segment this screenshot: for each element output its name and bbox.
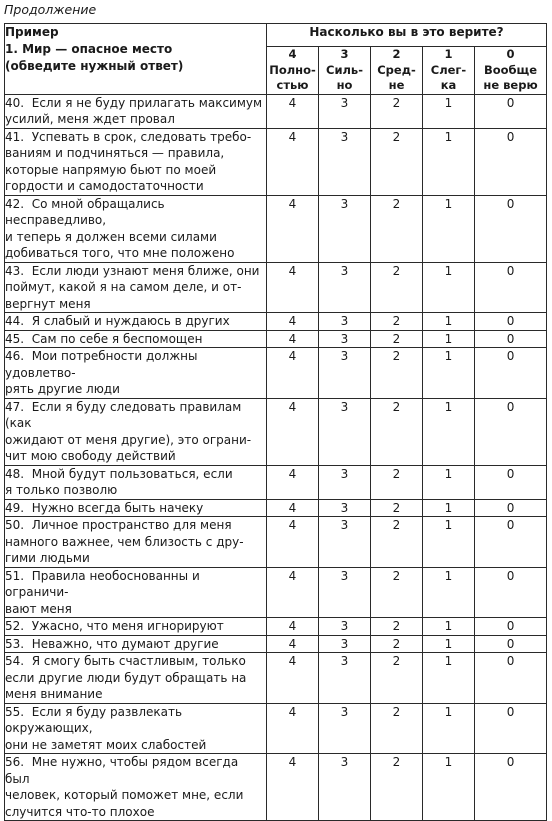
score-option-2[interactable]: 2 [371, 703, 423, 754]
score-option-3[interactable]: 3 [319, 330, 371, 348]
score-option-2[interactable]: 2 [371, 195, 423, 262]
scale-label-line: не верю [483, 78, 538, 92]
score-option-0[interactable]: 0 [475, 465, 547, 499]
score-option-4[interactable]: 4 [267, 398, 319, 465]
statement-cell [5, 499, 267, 517]
statement-number: 41. [5, 129, 25, 144]
score-option-0[interactable]: 0 [475, 499, 547, 517]
table-row [5, 567, 547, 618]
score-option-0[interactable]: 0 [475, 618, 547, 636]
table-row [5, 618, 547, 636]
score-option-3[interactable]: 3 [319, 94, 371, 128]
statement-number: 46. [5, 349, 25, 363]
score-option-4[interactable]: 4 [267, 567, 319, 618]
statement-number: 56. [5, 755, 25, 769]
scale-label-line: не [388, 78, 405, 92]
score-option-3[interactable]: 3 [319, 517, 371, 568]
statement-cell [5, 703, 267, 754]
statement-cell [5, 195, 267, 262]
statement-text-line: меня внимание [5, 687, 103, 701]
statement-number: 54. [5, 654, 25, 668]
score-option-2[interactable]: 2 [371, 262, 423, 313]
statement-text-line: вергнут меня [5, 296, 91, 311]
score-option-4[interactable]: 4 [267, 195, 319, 262]
statement-text-line: которые напрямую бьют по моей [5, 162, 217, 177]
table-row [5, 128, 547, 195]
statement-text-line: Ужасно, что меня игнорируют [31, 619, 224, 633]
score-option-3[interactable]: 3 [319, 465, 371, 499]
statement-cell [5, 517, 267, 568]
statement-text-line: я только позволю [5, 483, 118, 497]
statement-number: 40. [5, 95, 25, 110]
score-option-0[interactable]: 0 [475, 653, 547, 704]
score-option-4[interactable]: 4 [267, 313, 319, 331]
statement-cell [5, 465, 267, 499]
statement-cell [5, 635, 267, 653]
scale-label-line: Слег- [430, 62, 467, 77]
score-option-4[interactable]: 4 [267, 499, 319, 517]
score-option-2[interactable]: 2 [371, 128, 423, 195]
statement-text-line: ваниям и подчиняться — правила, [5, 146, 225, 160]
statement-text-line: Мои потребности должны удовлетво- [5, 349, 198, 380]
score-option-1[interactable]: 1 [423, 262, 475, 313]
score-option-0[interactable]: 0 [475, 262, 547, 313]
scale-label-line: стью [276, 78, 309, 92]
statement-number: 48. [5, 466, 25, 481]
score-option-1[interactable]: 1 [423, 330, 475, 348]
statement-text-line: если другие люди будут обращать на [5, 670, 247, 685]
statement-text-line: поймут, какой я на самом деле, и от- [5, 280, 242, 294]
score-option-3[interactable]: 3 [319, 499, 371, 517]
score-option-4[interactable]: 4 [267, 618, 319, 636]
table-row [5, 754, 547, 821]
statement-cell [5, 754, 267, 821]
example-instruction: (обведите нужный ответ) [5, 59, 184, 73]
statement-number: 50. [5, 518, 25, 532]
score-option-1[interactable]: 1 [423, 703, 475, 754]
table-row [5, 262, 547, 313]
statement-text-line: ожидают от меня другие), это ограни- [5, 432, 252, 447]
statement-text-line: Если я буду развлекать окружающих, [5, 704, 183, 735]
scale-header-4 [267, 47, 319, 95]
score-option-1[interactable]: 1 [423, 618, 475, 636]
statement-cell [5, 330, 267, 348]
statement-number: 43. [5, 263, 25, 278]
score-option-2[interactable]: 2 [371, 313, 423, 331]
table-row [5, 330, 547, 348]
table-row [5, 313, 547, 331]
scale-value: 1 [444, 47, 453, 61]
statement-number: 45. [5, 331, 25, 346]
scale-header-2 [371, 47, 423, 95]
scale-label-line: Полно- [269, 62, 316, 77]
example-header [5, 24, 267, 95]
score-option-0[interactable]: 0 [475, 567, 547, 618]
statement-text-line: Я смогу быть счастливым, только [31, 654, 246, 668]
score-option-0[interactable]: 0 [475, 128, 547, 195]
score-option-2[interactable]: 2 [371, 635, 423, 653]
score-option-2[interactable]: 2 [371, 499, 423, 517]
score-option-1[interactable]: 1 [423, 517, 475, 568]
statement-text-line: Неважно, что думают другие [31, 636, 219, 651]
score-option-2[interactable]: 2 [371, 348, 423, 399]
continuation-label: Продолжение [4, 2, 97, 17]
statement-number: 42. [5, 196, 25, 211]
statement-text-line: Мной будут пользоваться, если [31, 466, 233, 481]
table-row [5, 653, 547, 704]
statement-text-line: Я слабый и нуждаюсь в других [31, 314, 230, 328]
score-option-3[interactable]: 3 [319, 262, 371, 313]
score-option-3[interactable]: 3 [319, 195, 371, 262]
score-option-4[interactable]: 4 [267, 330, 319, 348]
score-option-0[interactable]: 0 [475, 330, 547, 348]
statement-cell [5, 398, 267, 465]
statement-number: 53. [5, 636, 25, 651]
score-option-1[interactable]: 1 [423, 398, 475, 465]
table-row [5, 465, 547, 499]
scale-header-1 [423, 47, 475, 95]
score-option-0[interactable]: 0 [475, 348, 547, 399]
statement-text-line: случится что-то плохое [5, 804, 155, 819]
score-option-3[interactable]: 3 [319, 703, 371, 754]
statement-cell [5, 567, 267, 618]
score-option-0[interactable]: 0 [475, 754, 547, 821]
table-row [5, 517, 547, 568]
score-option-4[interactable]: 4 [267, 262, 319, 313]
scale-value: 0 [506, 47, 515, 61]
statement-cell [5, 128, 267, 195]
belief-rating-table [4, 23, 547, 821]
score-option-2[interactable]: 2 [371, 618, 423, 636]
score-option-3[interactable]: 3 [319, 398, 371, 465]
statement-text-line: они не заметят моих слабостей [5, 737, 207, 752]
score-option-0[interactable]: 0 [475, 703, 547, 754]
score-option-1[interactable]: 1 [423, 465, 475, 499]
statement-text-line: Правила необоснованны и ограничи- [5, 568, 200, 599]
score-option-3[interactable]: 3 [319, 618, 371, 636]
score-option-2[interactable]: 2 [371, 653, 423, 704]
scale-label-line: но [336, 78, 353, 92]
statement-cell [5, 313, 267, 331]
score-option-4[interactable]: 4 [267, 94, 319, 128]
score-option-4[interactable]: 4 [267, 754, 319, 821]
statement-number: 49. [5, 500, 25, 515]
statement-text-line: Мне нужно, чтобы рядом всегда был [5, 755, 239, 786]
score-option-2[interactable]: 2 [371, 517, 423, 568]
score-option-4[interactable]: 4 [267, 348, 319, 399]
statement-cell [5, 94, 267, 128]
example-statement: 1. Мир — опасное место [5, 42, 173, 56]
scale-value: 3 [340, 47, 349, 61]
score-option-1[interactable]: 1 [423, 567, 475, 618]
statement-cell [5, 262, 267, 313]
table-row [5, 703, 547, 754]
score-option-1[interactable]: 1 [423, 635, 475, 653]
score-option-3[interactable]: 3 [319, 313, 371, 331]
statement-text-line: и теперь я должен всеми силами [5, 229, 217, 244]
score-option-0[interactable]: 0 [475, 195, 547, 262]
score-option-4[interactable]: 4 [267, 703, 319, 754]
score-option-4[interactable]: 4 [267, 653, 319, 704]
scale-value: 2 [392, 47, 401, 61]
statement-cell [5, 348, 267, 399]
statement-text-line: Личное пространство для меня [31, 518, 232, 532]
score-option-2[interactable]: 2 [371, 398, 423, 465]
score-option-1[interactable]: 1 [423, 499, 475, 517]
belief-question: Насколько вы в это верите? [267, 24, 547, 47]
statement-cell [5, 653, 267, 704]
statement-number: 55. [5, 704, 25, 719]
statement-text-line: добиваться того, что мне положено [5, 246, 235, 260]
scale-label-line: Вообще [483, 62, 538, 77]
score-option-3[interactable]: 3 [319, 635, 371, 653]
statement-number: 44. [5, 314, 25, 328]
statement-number: 52. [5, 619, 25, 633]
scale-value: 4 [288, 47, 297, 61]
score-option-2[interactable]: 2 [371, 567, 423, 618]
statement-text-line: чит мою свободу действий [5, 449, 176, 463]
score-option-1[interactable]: 1 [423, 653, 475, 704]
score-option-2[interactable]: 2 [371, 94, 423, 128]
score-option-3[interactable]: 3 [319, 653, 371, 704]
statement-text-line: Со мной обращались несправедливо, [5, 196, 165, 227]
score-option-3[interactable]: 3 [319, 348, 371, 399]
statement-text-line: усилий, меня ждет провал [5, 112, 175, 126]
score-option-4[interactable]: 4 [267, 465, 319, 499]
score-option-1[interactable]: 1 [423, 94, 475, 128]
scale-label-line: Сред- [377, 62, 416, 77]
score-option-1[interactable]: 1 [423, 195, 475, 262]
score-option-3[interactable]: 3 [319, 128, 371, 195]
statement-text-line: гими людьми [5, 551, 90, 565]
score-option-1[interactable]: 1 [423, 348, 475, 399]
table-row [5, 195, 547, 262]
statement-text-line: Если я не буду прилагать максимум [31, 95, 263, 110]
statement-text-line: вают меня [5, 601, 72, 616]
score-option-1[interactable]: 1 [423, 128, 475, 195]
score-option-0[interactable]: 0 [475, 517, 547, 568]
statement-cell [5, 618, 267, 636]
score-option-4[interactable]: 4 [267, 635, 319, 653]
scale-label-line: Силь- [326, 62, 363, 77]
statement-text-line: гордости и самодостаточности [5, 179, 204, 193]
statement-text-line: Нужно всегда быть начеку [31, 500, 204, 515]
table-row [5, 94, 547, 128]
scale-header-3 [319, 47, 371, 95]
score-option-1[interactable]: 1 [423, 313, 475, 331]
table-row [5, 398, 547, 465]
statement-text-line: рять другие люди [5, 382, 120, 396]
score-option-4[interactable]: 4 [267, 517, 319, 568]
score-option-1[interactable]: 1 [423, 754, 475, 821]
statement-text-line: человек, который поможет мне, если [5, 788, 244, 802]
score-option-0[interactable]: 0 [475, 635, 547, 653]
statement-text-line: Если люди узнают меня ближе, они [31, 263, 260, 278]
scale-header-0 [475, 47, 547, 95]
table-row [5, 499, 547, 517]
score-option-0[interactable]: 0 [475, 313, 547, 331]
statement-number: 51. [5, 568, 25, 583]
statement-text-line: Сам по себе я беспомощен [31, 331, 203, 346]
statement-number: 47. [5, 399, 25, 414]
score-option-4[interactable]: 4 [267, 128, 319, 195]
score-option-3[interactable]: 3 [319, 754, 371, 821]
example-title: Пример [5, 25, 59, 39]
table-row [5, 635, 547, 653]
score-option-0[interactable]: 0 [475, 94, 547, 128]
table-row [5, 348, 547, 399]
statement-text-line: Успевать в срок, следовать требо- [31, 129, 252, 144]
statement-text-line: Если я буду следовать правилам (как [5, 399, 242, 430]
score-option-0[interactable]: 0 [475, 398, 547, 465]
scale-label-line: ка [440, 78, 457, 92]
score-option-2[interactable]: 2 [371, 465, 423, 499]
score-option-3[interactable]: 3 [319, 567, 371, 618]
score-option-2[interactable]: 2 [371, 754, 423, 821]
statement-rows [5, 94, 547, 821]
score-option-2[interactable]: 2 [371, 330, 423, 348]
statement-text-line: намного важнее, чем близость с дру- [5, 534, 244, 549]
